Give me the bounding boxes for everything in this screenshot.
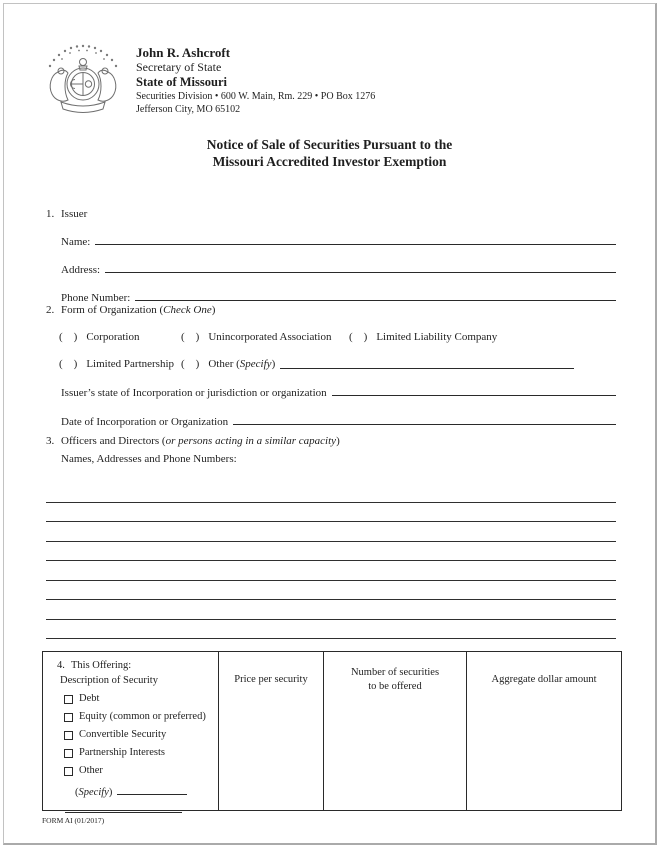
issuer-address-field[interactable] [105,261,616,273]
form-title [4,136,655,170]
option-label: Unincorporated Association [208,331,332,343]
form-code: FORM AI (01/2017) [42,816,105,825]
offering-table [42,651,622,811]
aggregate-dollar-amount-header: Aggregate dollar amount [491,674,597,685]
convertible-security-checkbox[interactable] [64,731,73,740]
issuer-phone-field[interactable] [135,289,616,301]
option-limited-partnership[interactable] [59,357,181,371]
state-of-incorporation-row [61,384,616,400]
check-parens: ( ) [59,331,78,343]
section-issuer-heading: Issuer [61,208,88,220]
other-checkbox[interactable] [64,767,73,776]
officers-subheading: Names, Addresses and Phone Numbers: [61,453,237,465]
number-of-securities-header-line1: Number of securities [350,667,440,678]
option-limited-liability-company[interactable] [349,330,497,344]
debt-checkbox[interactable] [64,695,73,704]
officer-write-in-line[interactable] [46,542,616,562]
equity-checkbox[interactable] [64,713,73,722]
checkbox-label: Equity (common or preferred) [79,711,206,722]
issuer-name-row [61,233,616,249]
offering-specify-extra-line[interactable] [65,812,182,813]
check-parens: ( ) [349,331,368,343]
issuer-address-label: Address: [61,264,101,276]
date-of-incorporation-row [61,413,616,429]
section-number: 3. [46,435,55,447]
checkbox-label: Other [79,765,103,776]
officer-write-in-line[interactable] [46,522,616,542]
number-of-securities-cell[interactable] [330,702,460,804]
checkbox-item-convertible-security [64,728,212,742]
description-of-security-label: Description of Security [60,675,158,686]
option-corporation[interactable] [59,330,181,344]
partnership-interests-checkbox[interactable] [64,749,73,758]
option-unincorporated-association[interactable] [181,330,349,344]
state-name: State of Missouri [136,75,227,89]
section-issuer [46,207,616,305]
date-of-incorporation-label: Date of Incorporation or Organization [61,416,229,428]
city-address: Jefferson City, MO 65102 [136,104,241,115]
aggregate-dollar-amount-cell[interactable] [473,702,615,804]
officer-write-in-line[interactable] [46,503,616,523]
form-title-line1: Notice of Sale of Securities Pursuant to the [206,137,453,152]
section-officers [46,434,616,639]
section-organization [46,303,616,429]
number-of-securities-column [324,652,467,810]
date-of-incorporation-field[interactable] [233,413,616,425]
option-label: Other (Specify) [208,358,276,370]
issuer-phone-label: Phone Number: [61,292,131,304]
officers-write-in-lines [46,483,616,639]
specify-label: (Specify) [75,787,113,798]
checkbox-item-debt [64,692,212,706]
officer-write-in-line[interactable] [46,561,616,581]
section-organization-heading: Form of Organization (Check One) [61,304,216,316]
offering-specify-field[interactable] [117,783,187,795]
check-parens: ( ) [181,358,200,370]
section-number: 2. [46,304,55,316]
offering-specify-row [75,783,212,800]
option-label: Limited Liability Company [376,331,498,343]
officer-write-in-line[interactable] [46,581,616,601]
letterhead [42,40,375,120]
officer-write-in-line[interactable] [46,600,616,620]
offering-description-column [43,652,219,810]
division-address: Securities Division • 600 W. Main, Rm. 229 • PO Box 1276 [136,91,376,102]
missouri-state-seal-icon [42,40,124,120]
state-of-incorporation-label: Issuer’s state of Incorporation or jurisdiction or organization [61,387,327,399]
option-label: Corporation [86,331,140,343]
number-of-securities-header-line2: to be offered [368,681,422,692]
official-name: John R. Ashcroft [136,45,231,60]
issuer-name-field[interactable] [95,233,616,245]
section-number: 1. [46,208,55,220]
checkbox-label: Convertible Security [79,729,167,740]
organization-options-row1 [59,330,616,344]
price-per-security-column [219,652,324,810]
officer-write-in-line[interactable] [46,620,616,640]
checkbox-item-equity [64,710,212,724]
checkbox-label: Partnership Interests [79,747,166,758]
form-title-line2: Missouri Accredited Investor Exemption [212,154,447,169]
checkbox-label: Debt [79,693,100,704]
checkbox-item-other [64,764,212,778]
aggregate-dollar-amount-column [467,652,621,810]
option-label: Limited Partnership [86,358,175,370]
organization-options-row2 [59,357,574,371]
option-other[interactable] [181,357,275,371]
checkbox-item-partnership-interests [64,746,212,760]
form-page [3,3,657,845]
officer-write-in-line[interactable] [46,483,616,503]
check-parens: ( ) [59,358,78,370]
state-of-incorporation-field[interactable] [332,384,616,396]
check-parens: ( ) [181,331,200,343]
issuer-name-label: Name: [61,236,91,248]
price-per-security-cell[interactable] [225,702,317,804]
section-offering-heading: This Offering: [71,660,132,671]
section-number: 4. [57,660,65,671]
issuer-address-row [61,261,616,277]
section-officers-heading: Officers and Directors (or persons acting in a similar capacity) [61,435,340,447]
other-specify-field[interactable] [280,357,574,369]
official-title: Secretary of State [136,60,222,74]
letterhead-text [136,40,375,120]
price-per-security-header: Price per security [234,674,308,685]
